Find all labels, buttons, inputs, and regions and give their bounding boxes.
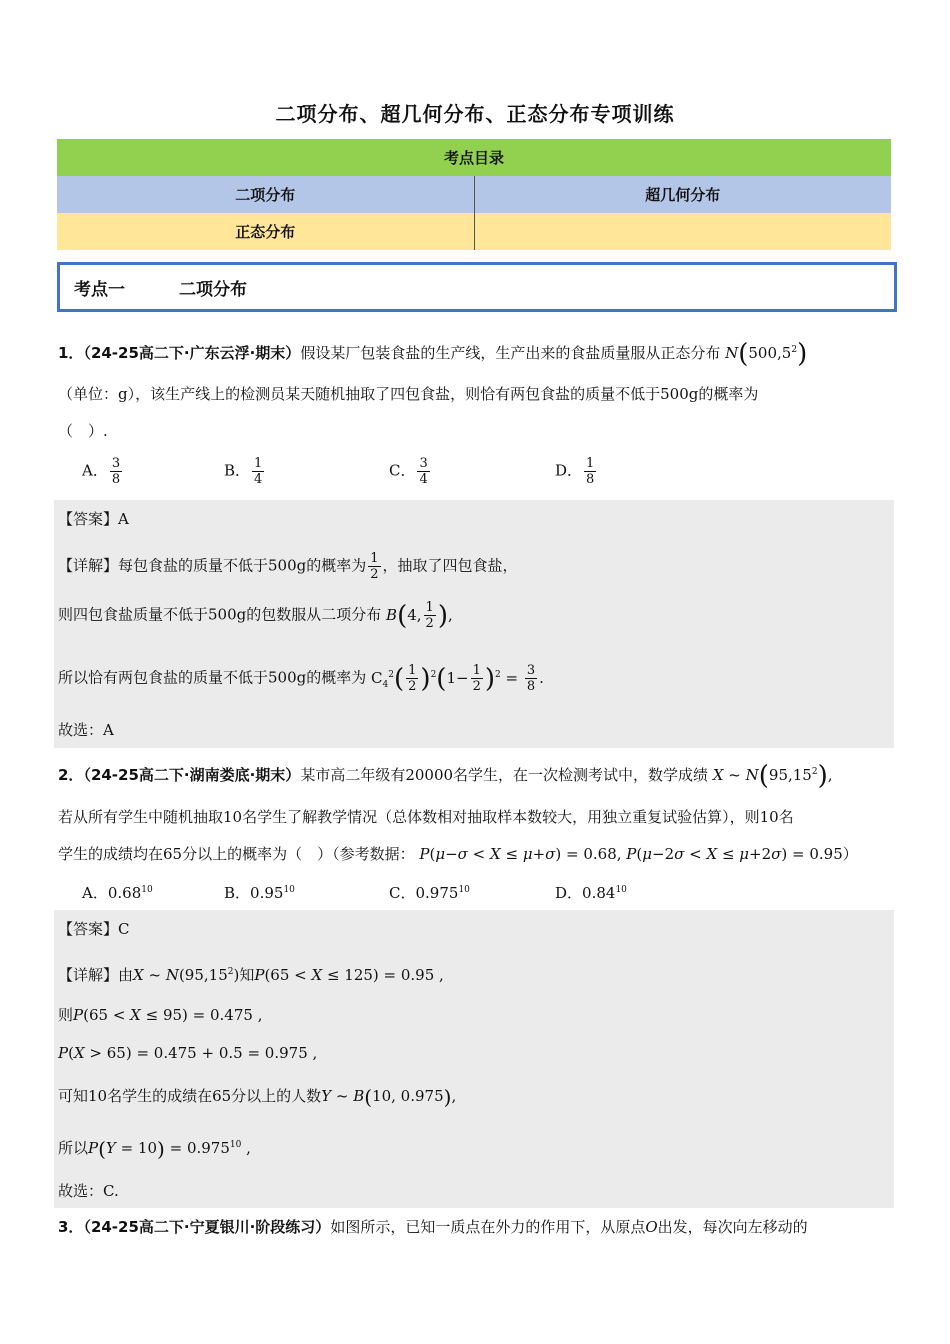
- q1-choose: 故选：A: [58, 721, 114, 739]
- q1-detail-line3: [58, 663, 544, 695]
- section-name: 二项分布: [179, 279, 247, 300]
- q2-formula-dist: X ~ N(95,15$^2$),: [712, 761, 833, 791]
- q3-text1b: 出发，每次向左移动的: [657, 1218, 808, 1236]
- q3-number: 3．: [58, 1218, 84, 1236]
- q2-text3: 学生的成绩均在65分以上的概率为（ ）（参考数据：: [58, 845, 415, 863]
- toc-item-normal[interactable]: 正态分布: [57, 213, 475, 250]
- q1-option-a[interactable]: [82, 456, 124, 487]
- q2-answer: 【答案】C: [58, 920, 130, 938]
- q2-detail4-text: 可知10名学生的成绩在65分以上的人数: [58, 1087, 322, 1105]
- q2-option-c[interactable]: C．0.975$^{10}$: [389, 884, 470, 902]
- q2-detail1-text: 【详解】由: [58, 966, 134, 984]
- q2-detail5-text: 所以: [58, 1139, 89, 1157]
- page-title: 二项分布、超几何分布、正态分布专项训练: [275, 102, 675, 126]
- q2-detail-line4: [58, 1086, 456, 1107]
- q2-reference-data: P(μ−σ < X ≤ μ+σ) = 0.68, P(μ−2σ < X ≤ μ+2σ) = 0.95）: [419, 845, 858, 863]
- q1-number: 1．: [58, 344, 84, 362]
- toc-item-hypergeometric[interactable]: 超几何分布: [645, 186, 721, 204]
- q2-stem-line1: [58, 761, 833, 791]
- q1-stem-line3: （ ）.: [58, 422, 108, 440]
- q1-option-b-frac: $\frac{1}{4}$: [254, 456, 263, 487]
- section-label: 考点一: [74, 279, 125, 300]
- q2-detail-line2: [58, 1005, 262, 1025]
- q2-detail2-formula: P(65 < X ≤ 95) = 0.475 ,: [73, 1006, 263, 1024]
- q2-detail2-text: 则: [58, 1006, 74, 1024]
- q1-formula-binomial: B(4, $\frac{1}{2}$ ),: [386, 600, 453, 631]
- q1-stem-line2: （单位：g），该生产线上的检测员某天随机抽取了四包食盐，则恰有两包食盐的质量不低于500g的概率为: [58, 385, 759, 403]
- q2-detail4-formula: Y ~ B(10, 0.975),: [321, 1085, 457, 1109]
- toc-item-binomial[interactable]: 二项分布: [57, 176, 475, 213]
- q2-text1: 某市高二年级有20000名学生，在一次检测考试中，数学成绩: [300, 766, 709, 784]
- toc-header-label: 考点目录: [443, 149, 504, 167]
- section-header: [57, 262, 897, 312]
- q2-number: 2．: [58, 766, 84, 784]
- q3-source: （24-25高二下·宁夏银川·阶段练习）: [83, 1218, 331, 1236]
- q1-option-c-frac: $\frac{3}{4}$: [419, 456, 428, 487]
- q2-stem-line3: [58, 844, 858, 864]
- toc-header: [57, 139, 891, 176]
- q2-detail-line1: [58, 962, 444, 985]
- q1-option-d-label: D．: [555, 461, 583, 480]
- q2-detail-line5: [58, 1135, 251, 1159]
- q1-option-a-frac: $\frac{3}{8}$: [111, 456, 121, 487]
- q1-source: （24-25高二下·广东云浮·期末）: [83, 344, 301, 362]
- q3-stem-line1: [58, 1217, 808, 1237]
- q1-stem-line1: [58, 339, 808, 369]
- q2-detail1b-text: 知: [239, 966, 255, 984]
- q2-choose: 故选：C.: [58, 1182, 119, 1200]
- q1-option-b-label: B．: [224, 461, 251, 480]
- q2-stem-line2: 若从所有学生中随机抽取10名学生了解教学情况（总体数相对抽取样本数较大，用独立重复试验估算），则10名: [58, 808, 794, 826]
- q2-option-d[interactable]: D．0.84$^{10}$: [555, 884, 627, 902]
- q2-detail-line3: P(X > 65) = 0.475 + 0.5 = 0.975 ,: [58, 1044, 318, 1062]
- q1-option-d-frac: $\frac{1}{8}$: [586, 456, 595, 487]
- q1-option-d[interactable]: [555, 456, 598, 487]
- q1-detail2-text: 则四包食盐质量不低于500g的包数服从二项分布: [58, 605, 382, 624]
- q1-detail-line2: [58, 600, 453, 631]
- q1-formula-normal: N(500,5$^2$): [725, 339, 808, 369]
- q2-detail1-formula-a: X ~ N(95,15$^2$): [133, 966, 240, 984]
- q1-detail1-frac: $\frac{1}{2}$: [370, 551, 379, 582]
- q2-option-a[interactable]: A．0.68$^{10}$: [82, 884, 153, 902]
- q1-option-c-label: C．: [389, 461, 416, 480]
- q1-detail3-text: 所以恰有两包食盐的质量不低于500g的概率为: [58, 668, 367, 687]
- toc-table: [57, 139, 891, 250]
- q1-option-c[interactable]: [389, 456, 432, 487]
- q1-detail1-text: 【详解】每包食盐的质量不低于500g的概率为: [58, 556, 367, 575]
- q2-source: （24-25高二下·湖南娄底·期末）: [83, 766, 301, 784]
- q2-detail1-formula-b: P(65 < X ≤ 125) = 0.95 ,: [254, 966, 444, 984]
- toc-item-empty: [475, 213, 892, 250]
- q1-detail1b-text: ，抽取了四包食盐，: [382, 556, 518, 575]
- q2-option-b[interactable]: B．0.95$^{10}$: [224, 884, 295, 902]
- q1-answer: 【答案】A: [58, 510, 129, 528]
- q1-option-b[interactable]: [224, 456, 266, 487]
- q1-detail-line1: [58, 551, 518, 582]
- q1-text1: 假设某厂包装食盐的生产线，生产出来的食盐质量服从正态分布: [300, 344, 721, 362]
- q1-formula-probability: $C_4^2$( $\frac{1}{2}$ )$^2$(1− $\frac{1}{2}$ )$^2$ = $\frac{3}{8}$ .: [371, 663, 544, 694]
- q3-origin-symbol: O: [645, 1218, 658, 1236]
- q1-option-a-label: A．: [82, 461, 108, 480]
- q2-detail5-formula: $P(Y = 10) = 0.975^{10}$ ,: [88, 1137, 251, 1161]
- q3-text1: 如图所示，已知一质点在外力的作用下，从原点: [330, 1218, 646, 1236]
